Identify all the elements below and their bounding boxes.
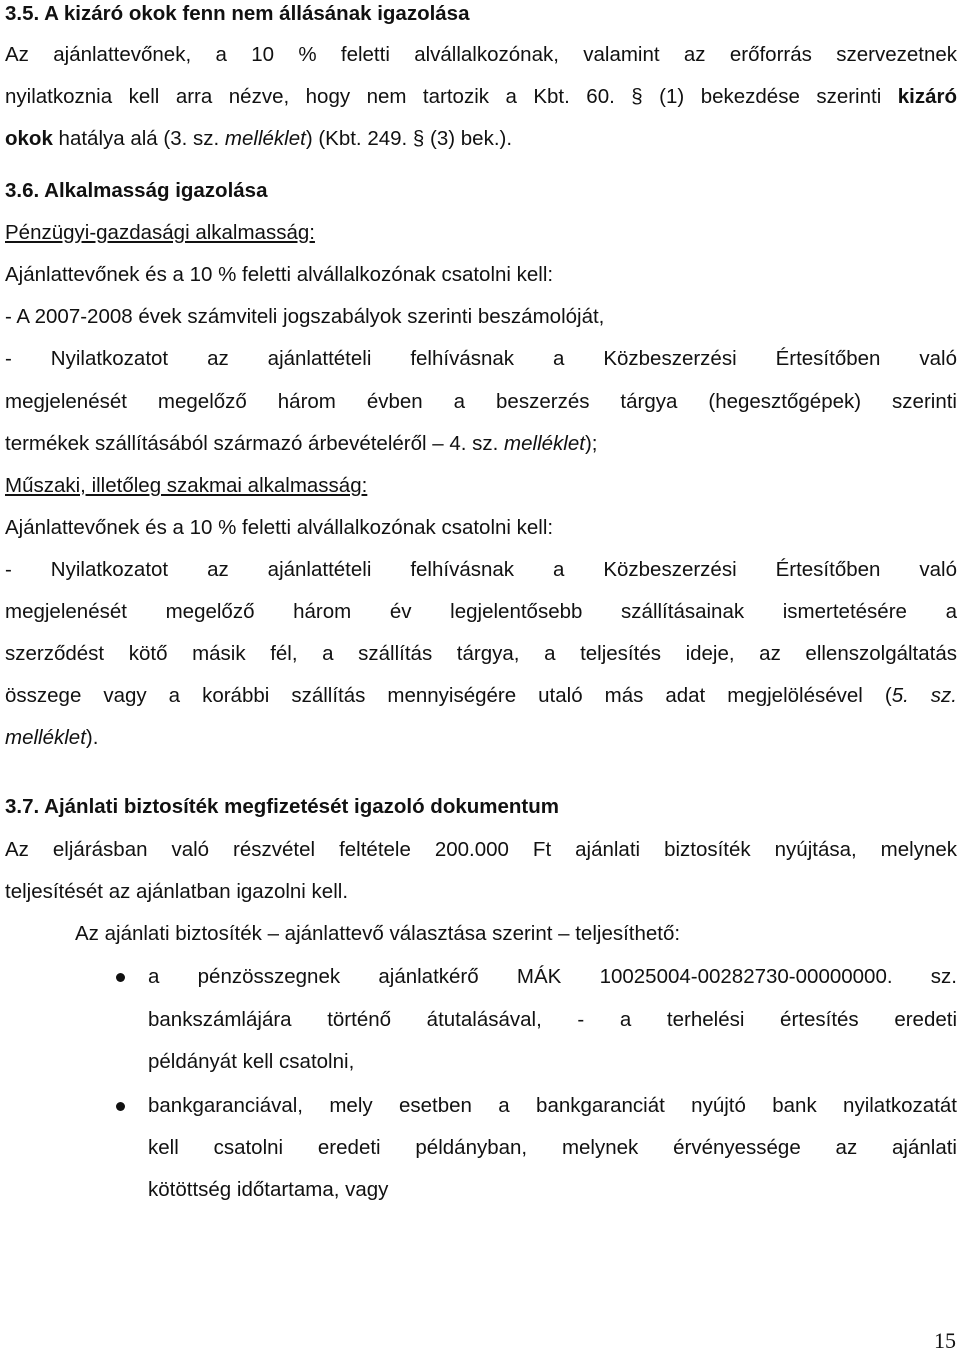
list-line: - Nyilatkozatot az ajánlattételi felhívásnak a Közbeszerzési Értesítőben való: [5, 558, 957, 581]
paragraph-line: Az ajánlati biztosíték – ajánlattevő választása szerint – teljesíthető:: [75, 922, 681, 945]
section-number: 3.7.: [5, 795, 40, 818]
paragraph-line: Az eljárásban való részvétel feltétele 200.000 Ft ajánlati biztosíték nyújtása, melynek: [5, 838, 957, 861]
section-number: 3.6.: [5, 179, 40, 202]
section-title: A kizáró okok fenn nem állásának igazolása: [44, 2, 470, 25]
bullet-item-line: bankgaranciával, mely esetben a bankgaranciát nyújtó bank nyilatkozatát: [148, 1094, 957, 1117]
list-line: szerződést kötő másik fél, a szállítás tárgya, a teljesítés ideje, az ellenszolgáltatás: [5, 642, 957, 665]
list-line: melléklet).: [5, 726, 99, 749]
paragraph-line: Ajánlattevőnek és a 10 % feletti alvállalkozónak csatolni kell:: [5, 516, 554, 539]
bullet-item-line: példányát kell csatolni,: [148, 1050, 355, 1073]
section-heading-3-7: [5, 793, 559, 821]
section-heading-3-5: [5, 0, 470, 28]
subheading-technical: Műszaki, illetőleg szakmai alkalmasság:: [5, 474, 368, 497]
list-line: termékek szállításából származó árbevételéről – 4. sz. melléklet);: [5, 432, 598, 455]
bullet-item-line: kötöttség időtartama, vagy: [148, 1178, 389, 1201]
list-line: megjelenését megelőző három év legjelentősebb szállításainak ismertetésére a: [5, 600, 957, 623]
section-title: Ajánlati biztosíték megfizetését igazoló dokumentum: [44, 795, 559, 818]
bullet-icon: [116, 973, 125, 982]
bullet-item-line: a pénzösszegnek ajánlatkérő MÁK 10025004-00282730-00000000. sz.: [148, 965, 957, 988]
section-number: 3.5.: [5, 2, 40, 25]
section-heading-3-6: [5, 177, 267, 205]
bullet-icon: [116, 1102, 125, 1111]
paragraph-line: Ajánlattevőnek és a 10 % feletti alvállalkozónak csatolni kell:: [5, 263, 554, 286]
list-line: - Nyilatkozatot az ajánlattételi felhívásnak a Közbeszerzési Értesítőben való: [5, 347, 957, 370]
bullet-item-line: kell csatolni eredeti példányban, melynek érvényessége az ajánlati: [148, 1136, 957, 1159]
bullet-item-line: bankszámlájára történő átutalásával, - a terhelési értesítés eredeti: [148, 1008, 957, 1031]
list-line: megjelenését megelőző három évben a beszerzés tárgya (hegesztőgépek) szerinti: [5, 390, 957, 413]
list-line: összege vagy a korábbi szállítás mennyiségére utaló más adat megjelölésével (5. sz.: [5, 684, 957, 707]
paragraph-line: Az ajánlattevőnek, a 10 % feletti alvállalkozónak, valamint az erőforrás szervezetnek: [5, 43, 957, 66]
subheading-financial: Pénzügyi-gazdasági alkalmasság:: [5, 221, 315, 244]
paragraph-line: teljesítését az ajánlatban igazolni kell.: [5, 880, 349, 903]
list-line: - A 2007-2008 évek számviteli jogszabályok szerinti beszámolóját,: [5, 305, 605, 328]
section-title: Alkalmasság igazolása: [44, 179, 268, 202]
paragraph-line: okok hatálya alá (3. sz. melléklet) (Kbt. 249. § (3) bek.).: [5, 127, 513, 150]
paragraph-line: nyilatkoznia kell arra nézve, hogy nem tartozik a Kbt. 60. § (1) bekezdése szerinti kizáró: [5, 85, 957, 108]
page-number: 15: [934, 1328, 956, 1353]
